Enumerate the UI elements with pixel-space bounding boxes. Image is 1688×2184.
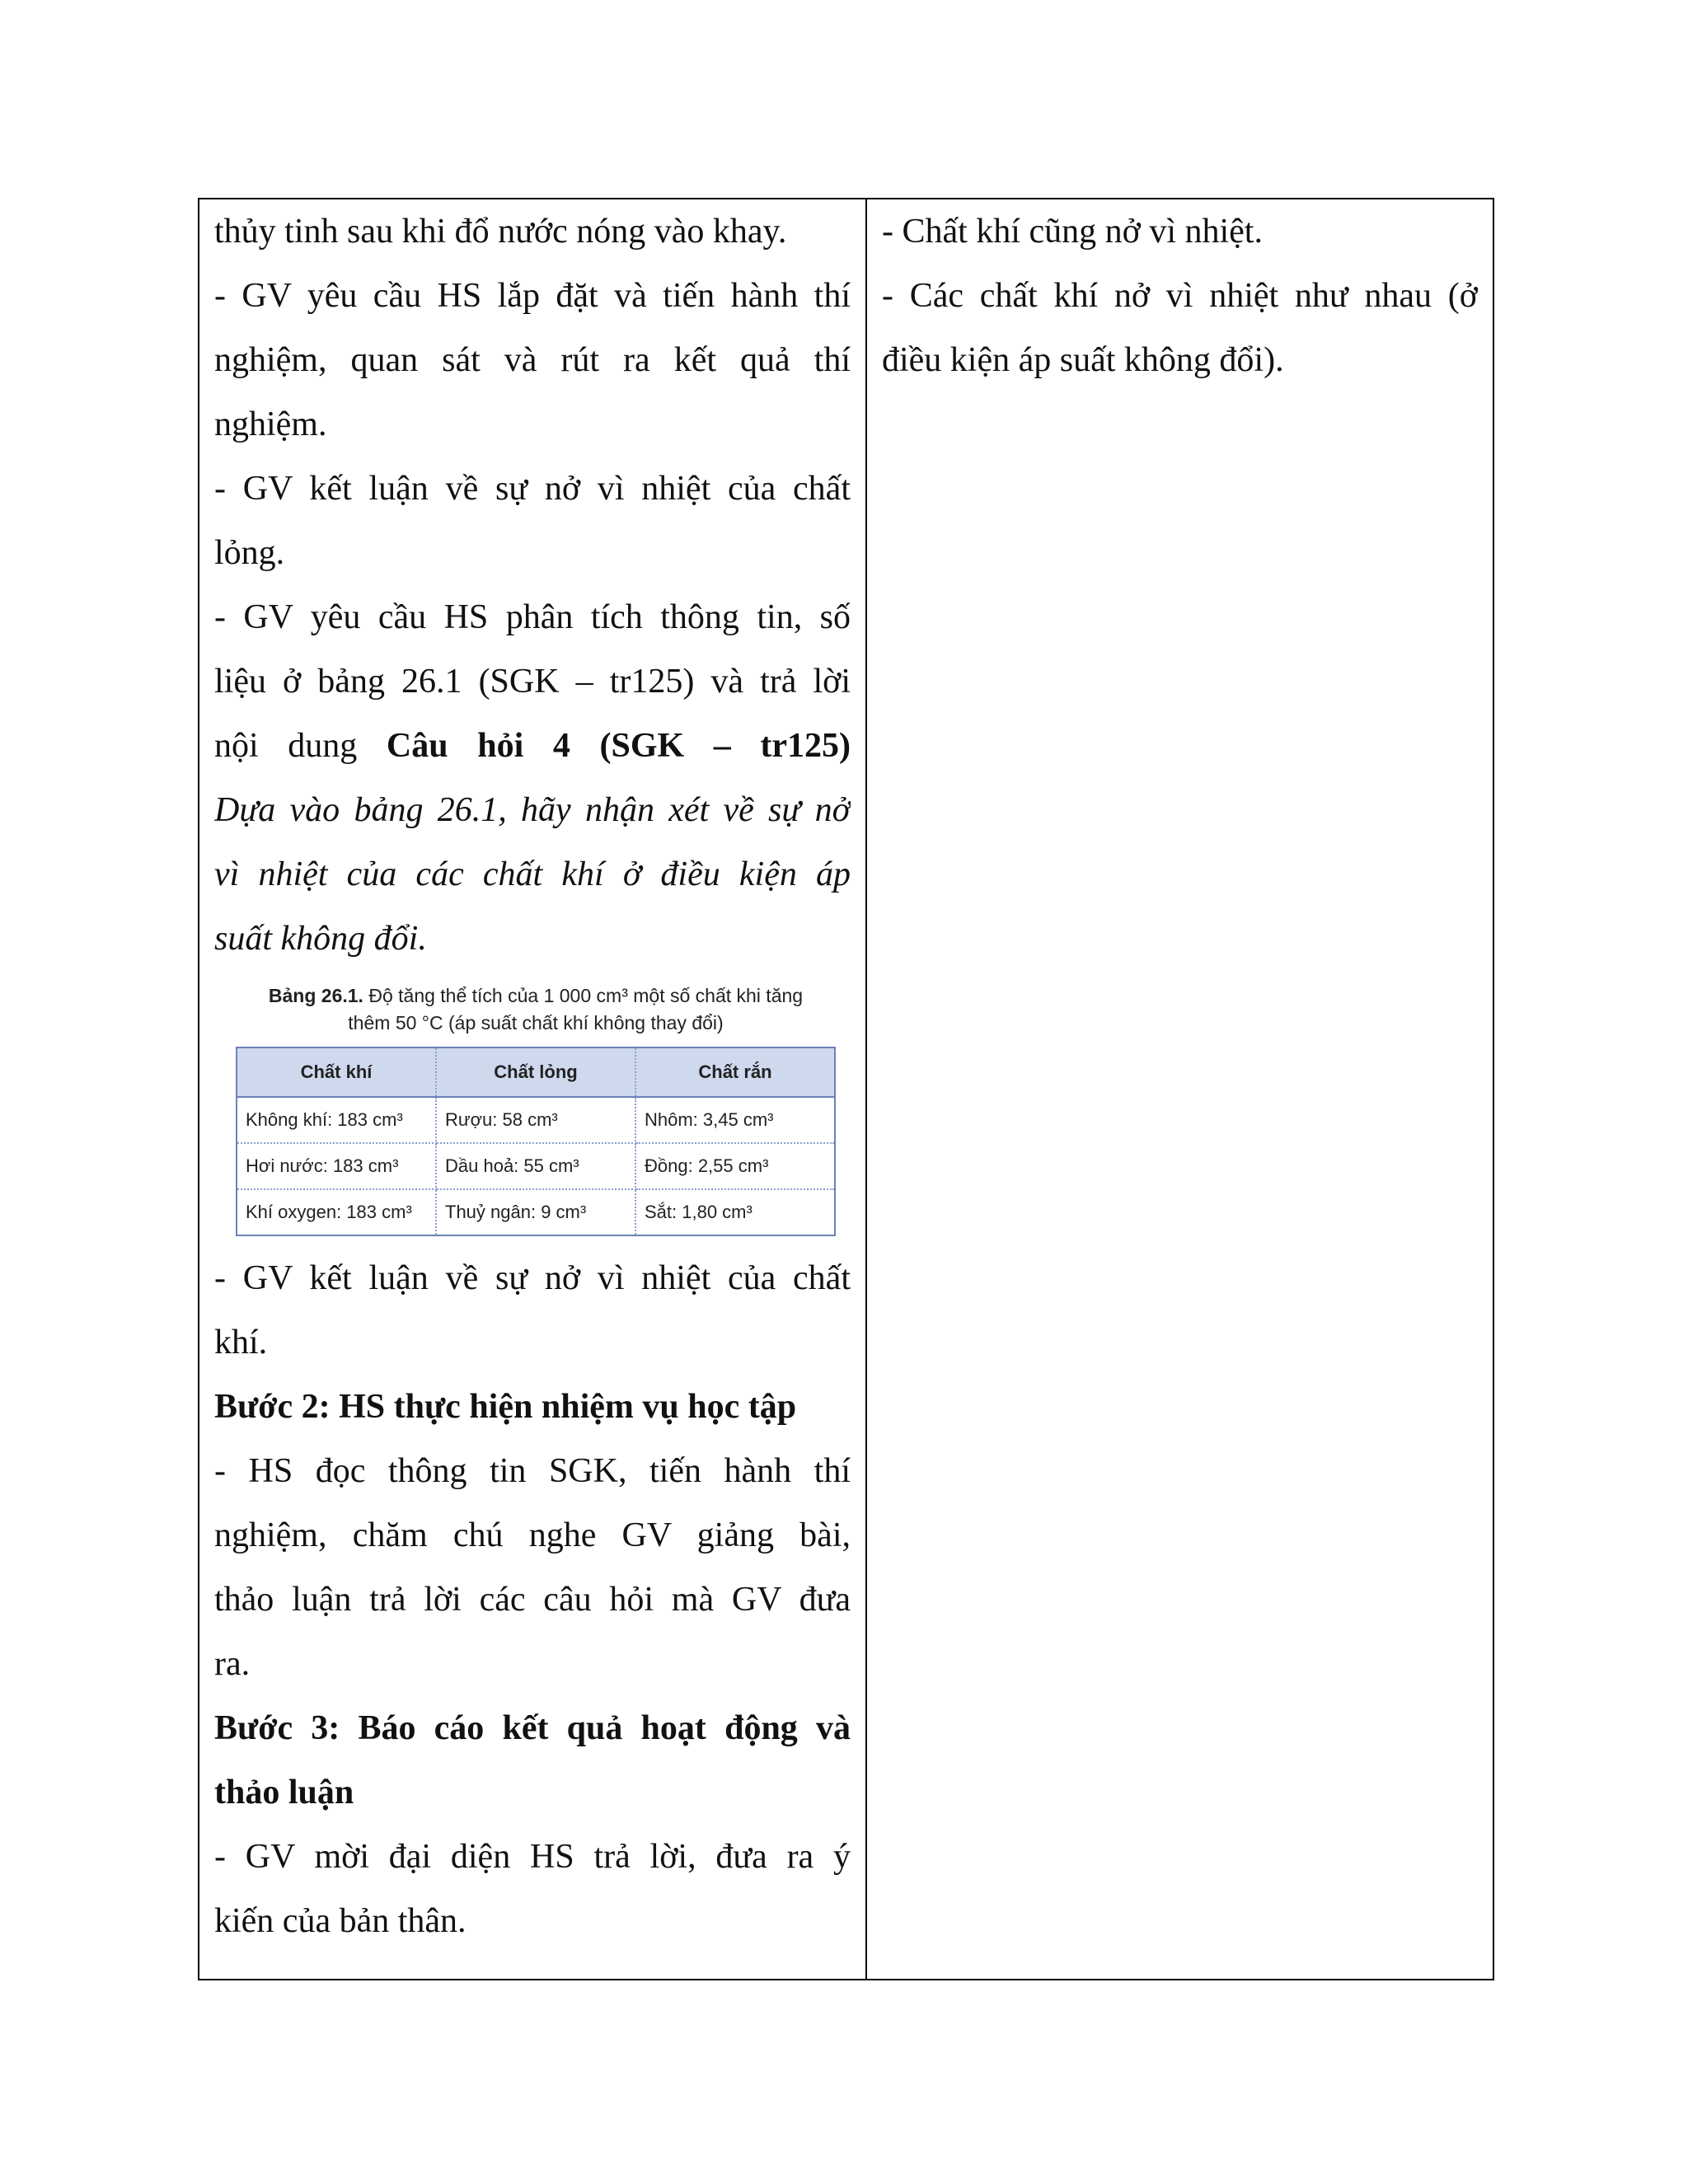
question-text-line: vì nhiệt của các chất khí ở điều kiện áp (214, 855, 851, 893)
text-line: thảo luận trả lời các câu hỏi mà GV đưa (214, 1581, 851, 1619)
table-cell: Rượu: 58 cm³ (436, 1097, 635, 1143)
text-line: nghiệm, quan sát và rút ra kết quả thí (214, 341, 851, 379)
header-gas: Chất khí (237, 1047, 436, 1097)
text-line: ra. (214, 1645, 251, 1683)
table-cell: Nhôm: 3,45 cm³ (635, 1097, 835, 1143)
text-line: Bước 2: HS thực hiện nhiệm vụ học tập (214, 1388, 797, 1426)
text-line: thủy tinh sau khi đổ nước nóng vào khay. (214, 213, 787, 251)
left-text-block-b (214, 1246, 851, 1953)
question-reference: Câu hỏi 4 (SGK – tr125) (386, 727, 851, 765)
lesson-table (198, 198, 1494, 1980)
figure-caption-line2: thêm 50 °C (áp suất chất khí không thay đổi) (348, 1012, 724, 1033)
student-product-column (867, 199, 1493, 1979)
table-cell: Thuỷ ngân: 9 cm³ (436, 1189, 635, 1235)
table-cell: Sắt: 1,80 cm³ (645, 1202, 753, 1222)
text-line: - HS đọc thông tin SGK, tiến hành thí (214, 1452, 851, 1490)
table-row (237, 1189, 835, 1235)
figure-caption (214, 982, 857, 1037)
table-cell: Dầu hoả: 55 cm³ (436, 1143, 635, 1189)
result-text-line: điều kiện áp suất không đổi). (882, 341, 1284, 379)
left-text-block-a (214, 199, 851, 714)
question-text-line: suất không đổi. (214, 920, 427, 958)
left-italic-block (214, 778, 851, 971)
table-cell: Đồng: 2,55 cm³ (635, 1143, 835, 1189)
text-line: - GV kết luận về sự nở vì nhiệt của chất (214, 1259, 851, 1297)
text-line: liệu ở bảng 26.1 (SGK – tr125) và trả lời (214, 663, 851, 701)
text-line: nghiệm. (214, 405, 327, 443)
question-line (214, 714, 851, 778)
text-line: - GV yêu cầu HS lắp đặt và tiến hành thí (214, 277, 851, 315)
table-cell: Hơi nước: 183 cm³ (237, 1143, 436, 1189)
question-text-line: Dựa vào bảng 26.1, hãy nhận xét về sự nở (214, 791, 851, 829)
expansion-data-table (236, 1047, 836, 1236)
figure-caption-label: Bảng 26.1. (268, 985, 363, 1006)
text-line: thảo luận (214, 1774, 354, 1811)
figure-caption-text: Độ tăng thể tích của 1 000 cm³ một số chất khi tăng (363, 985, 804, 1006)
text-line: khí. (214, 1324, 268, 1361)
table-row (237, 1143, 835, 1189)
text-line: lỏng. (214, 534, 285, 572)
text-line: Bước 3: Báo cáo kết quả hoạt động và (214, 1709, 851, 1747)
table-cell: Khí oxygen: 183 cm³ (237, 1189, 436, 1235)
figure-caption-line1 (214, 982, 857, 1010)
header-liquid: Chất lỏng (436, 1047, 635, 1097)
teacher-activity-column (199, 199, 867, 1979)
table-header-row (237, 1047, 835, 1097)
question-prefix: nội dung (214, 727, 387, 765)
text-line: nghiệm, chăm chú nghe GV giảng bài, (214, 1516, 851, 1554)
table-cell: Không khí: 183 cm³ (237, 1097, 436, 1143)
table-26-1-figure (214, 982, 851, 1236)
result-text-line: - Các chất khí nở vì nhiệt như nhau (ở (882, 277, 1478, 315)
text-line: - GV kết luận về sự nở vì nhiệt của chất (214, 470, 851, 508)
text-line: - GV mời đại diện HS trả lời, đưa ra ý (214, 1838, 851, 1876)
text-line: kiến của bản thân. (214, 1902, 467, 1940)
result-text-line: - Chất khí cũng nở vì nhiệt. (882, 213, 1263, 251)
header-solid: Chất rắn (635, 1047, 835, 1097)
table-row (237, 1097, 835, 1143)
text-line: - GV yêu cầu HS phân tích thông tin, số (214, 598, 851, 636)
